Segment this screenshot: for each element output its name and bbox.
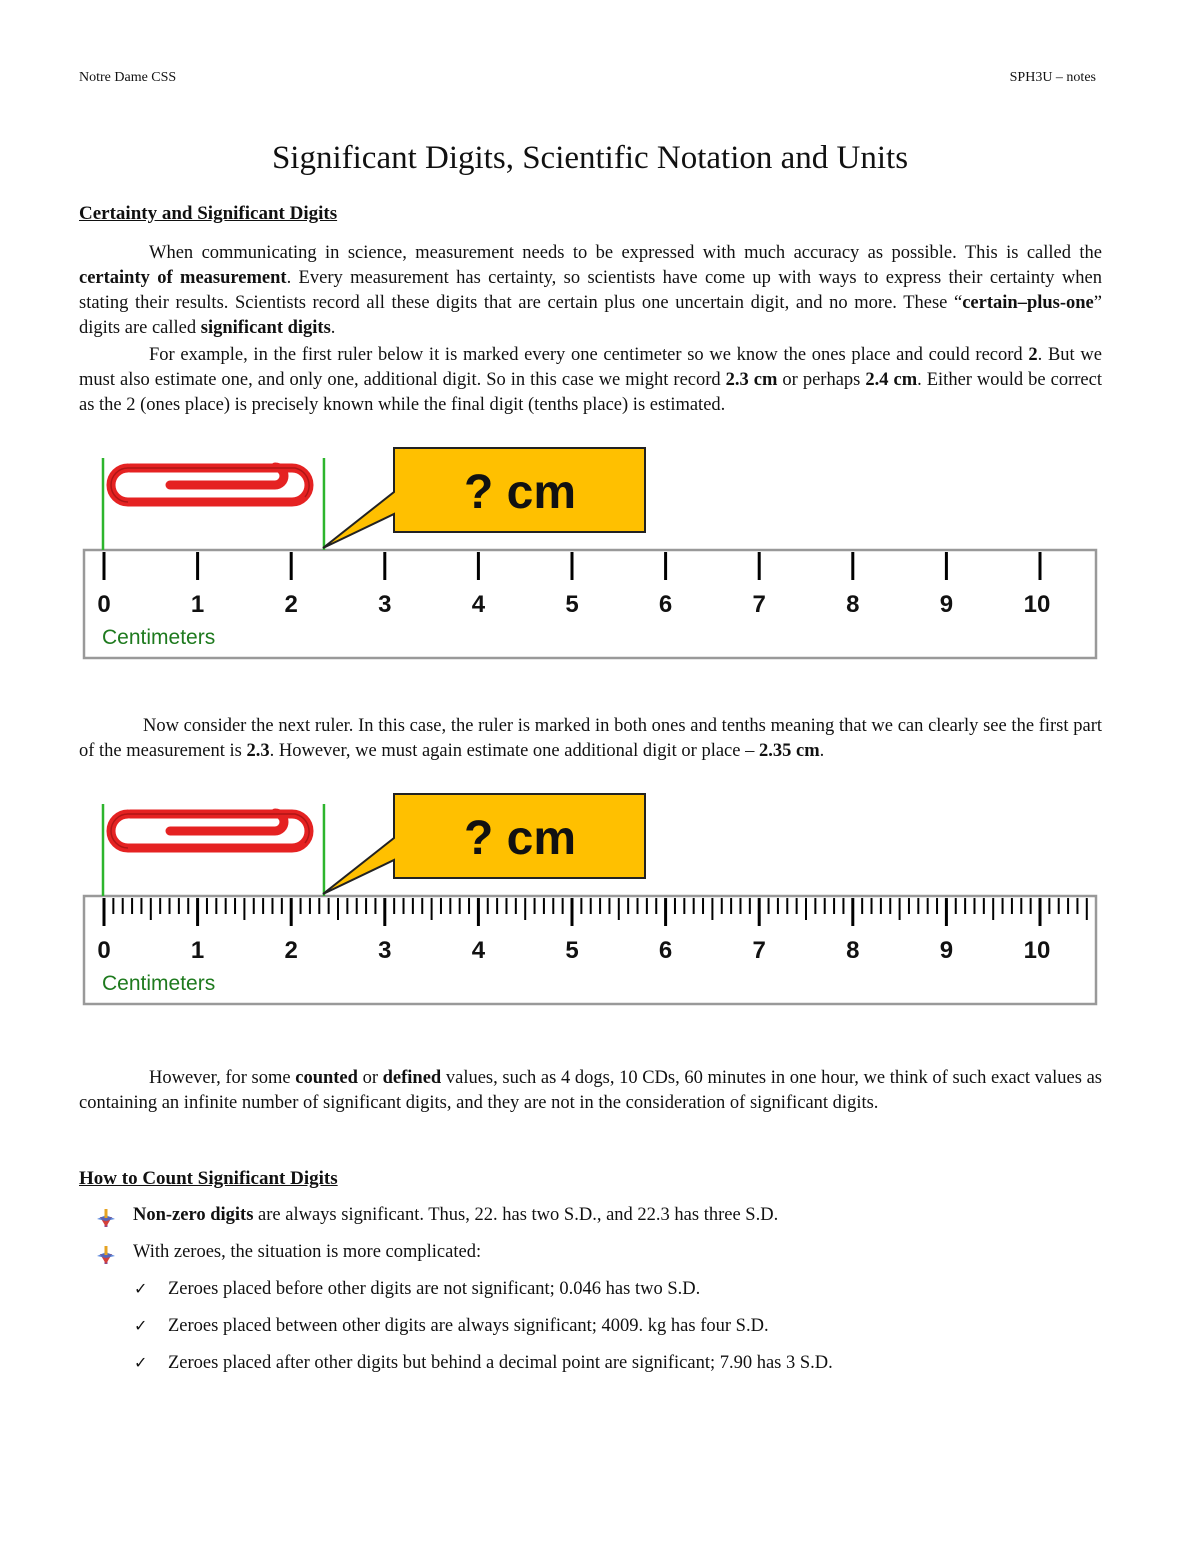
emphasis-text: 2 [1028,345,1038,365]
callout-text: ? cm [463,466,577,519]
check-item-text: Zeroes placed before other digits are not significant; 0.046 has two S.D. [168,1279,701,1299]
ruler-number: 1 [190,591,205,618]
ruler-number: 6 [658,591,673,618]
emphasis-text: certain–plus-one [962,293,1094,313]
checkmark-icon: ✓ [134,1279,148,1298]
text-run: . [330,318,336,338]
ruler-number: 2 [284,937,298,964]
emphasis-text: 2.35 cm [758,741,820,761]
text-run: . [819,741,825,761]
emphasis-text: certainty of measurement [79,268,287,288]
ruler-number: 0 [97,591,111,618]
ruler-number: 3 [378,591,392,618]
emphasis-text: Non-zero digits [133,1205,254,1225]
ruler-number: 9 [939,937,954,964]
header-course: SPH3U – notes [1009,70,1096,85]
paragraph-next-ruler [79,714,1102,764]
paragraph-example [79,343,1102,418]
page-title: Significant Digits, Scientific Notation and Units [271,140,909,176]
ruler-number: 1 [190,937,205,964]
check-item-text: Zeroes placed between other digits are always significant; 4009. kg has four S.D. [168,1316,769,1336]
ruler-number: 5 [565,591,579,618]
ruler-ones-figure [80,442,1105,667]
ruler-number: 9 [939,591,954,618]
checkmark-icon: ✓ [134,1353,148,1372]
section-heading-certainty: Certainty and Significant Digits [79,203,338,224]
ruler-number: 4 [471,937,486,964]
paragraph-exact-values [79,1066,1102,1116]
ruler-number: 10 [1023,591,1051,618]
arrow-bullet-icon [96,1245,116,1265]
text-run: When communicating in science, measurement needs to be expressed with much accuracy as possible. This is called the [149,243,1102,263]
text-run: . Every measurement has certainty, so scientists have come up with ways to express their certainty when stating their results. Scientists record all these digits that are certain plus one uncertain digit, and no more. These “ [79,268,1102,313]
emphasis-text: 2.3 cm [725,370,778,390]
text-run: However, for some [149,1068,296,1088]
ruler-number: 5 [565,937,579,964]
text-run: or perhaps [777,370,866,390]
text-run: For example, in the first ruler below it is marked every one centimeter so we know the ones place and could record [149,345,1029,365]
section-heading-counting: How to Count Significant Digits [79,1168,338,1189]
emphasis-text: counted [295,1068,358,1088]
text-run: . However, we must again estimate one additional digit or place – [269,741,759,761]
text-run: . But we must also estimate one, and only one, additional digit. So in this case we might record [79,345,1102,390]
measurement-callout [323,794,645,894]
ruler-number: 6 [658,937,673,964]
header-school: Notre Dame CSS [79,70,177,85]
text-run: or [357,1068,383,1088]
text-run: . Either would be correct as the 2 (ones place) is precisely known while the final digit (tenths place) is estimated. [79,370,1102,415]
paragraph-certainty [79,241,1102,341]
emphasis-text: significant digits [200,318,331,338]
ruler-number: 8 [846,937,860,964]
ruler-unit-label: Centimeters [102,972,216,995]
ruler-number: 7 [752,591,766,618]
ruler-unit-label: Centimeters [102,626,216,649]
bullet-text [133,1205,778,1226]
text-run: values, such as 4 dogs, 10 CDs, 60 minutes in one hour, we think of such exact values as containing an infinite number of significant digits, and they are not in the consideration of significant digits. [79,1068,1102,1113]
emphasis-text: defined [382,1068,442,1088]
measurement-callout [323,448,645,548]
bullet-text [133,1242,481,1263]
callout-text: ? cm [463,812,577,865]
text-run: ” digits are called [79,293,1102,338]
text-run: are always significant. Thus, 22. has two S.D., and 22.3 has three S.D. [253,1205,779,1225]
emphasis-text: 2.3 [246,741,270,761]
paperclip-icon [111,813,309,848]
ruler-number: 8 [846,591,860,618]
ruler-number: 7 [752,937,766,964]
ruler-number: 2 [284,591,298,618]
arrow-bullet-icon [96,1208,116,1228]
ruler-tenths-figure [80,788,1105,1013]
ruler-number: 3 [378,937,392,964]
paperclip-icon [111,467,309,502]
check-item-text: Zeroes placed after other digits but behind a decimal point are significant; 7.90 has 3 S.D. [168,1353,833,1373]
checkmark-icon: ✓ [134,1316,148,1335]
text-run: Now consider the next ruler. In this case, the ruler is marked in both ones and tenths meaning that we can clearly see the first part of the measurement is [79,716,1102,761]
ruler-number: 0 [97,937,111,964]
ruler-number: 10 [1023,937,1051,964]
text-run: With zeroes, the situation is more complicated: [133,1242,482,1262]
ruler-number: 4 [471,591,486,618]
emphasis-text: 2.4 cm [865,370,918,390]
